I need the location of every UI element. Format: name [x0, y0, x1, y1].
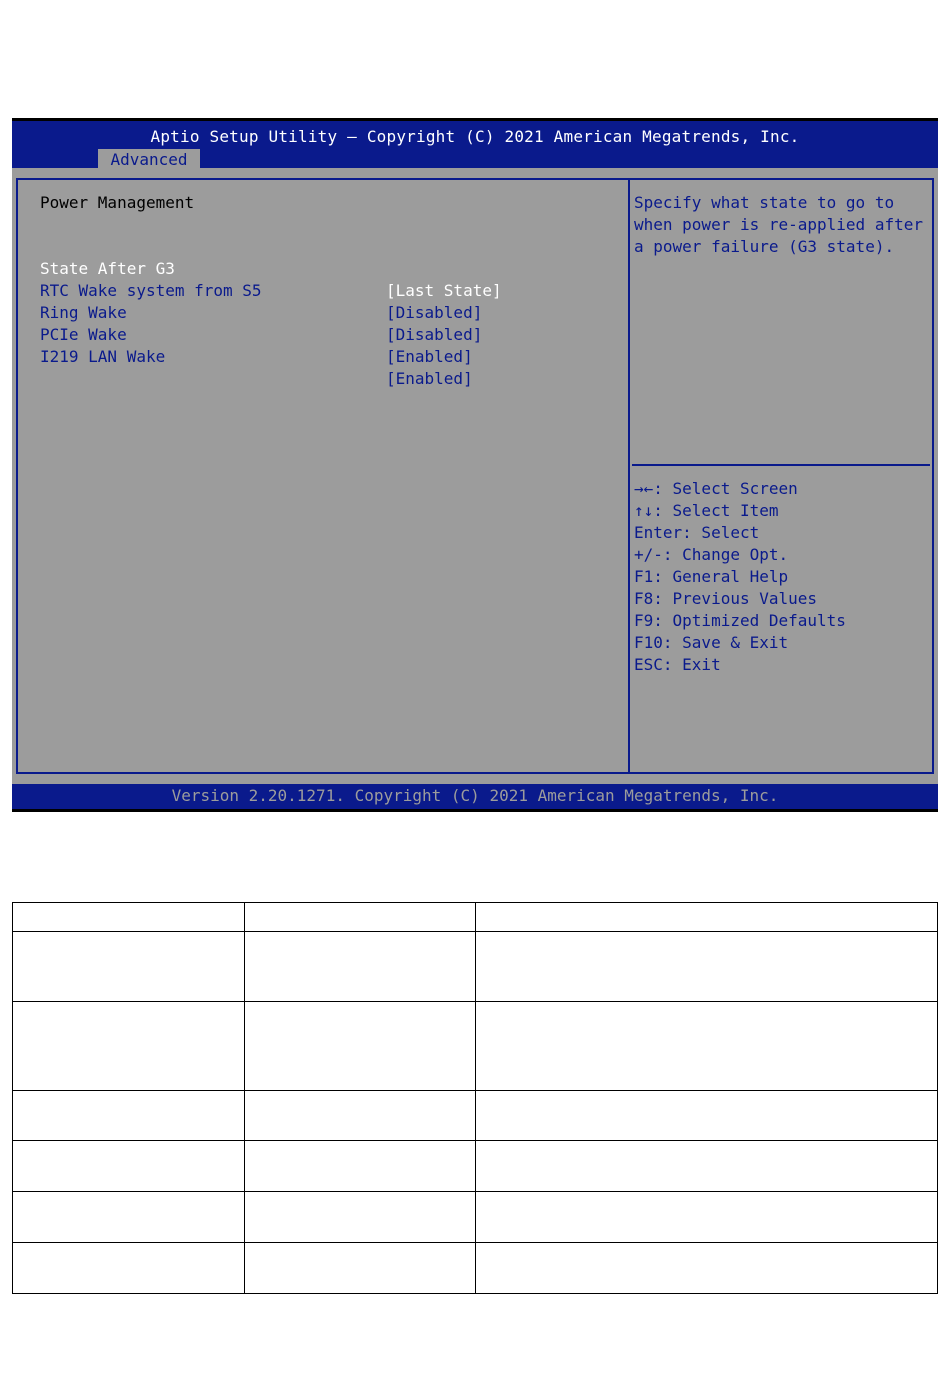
key-select-item: ↑↓: Select Item: [634, 501, 779, 520]
key-optimized-defaults: F9: Optimized Defaults: [634, 611, 846, 630]
documentation-table: [12, 902, 938, 1294]
table-cell: [476, 1192, 938, 1243]
table-row: [13, 1141, 938, 1192]
key-enter-select: Enter: Select: [634, 523, 760, 542]
settings-list: [40, 236, 620, 388]
pane-divider-vertical: [628, 180, 630, 772]
table-cell: [476, 932, 938, 1002]
key-general-help: F1: General Help: [634, 567, 789, 586]
pane-divider-horizontal: [632, 464, 930, 466]
key-select-screen: →←: Select Screen: [634, 479, 798, 498]
table-cell: [244, 932, 476, 1002]
bios-footer-bar: [12, 784, 938, 812]
table-cell: [13, 1141, 245, 1192]
table-row: [13, 1002, 938, 1091]
tab-advanced[interactable]: Advanced: [98, 149, 200, 171]
table-cell: [13, 1002, 245, 1091]
setting-value[interactable]: [Last State]: [386, 281, 502, 300]
table-cell: [244, 1141, 476, 1192]
version-text: Version 2.20.1271. Copyright (C) 2021 American Megatrends, Inc.: [171, 786, 779, 805]
table-row: [13, 903, 938, 932]
table-cell: [13, 903, 245, 932]
table-cell: [476, 903, 938, 932]
bios-title: Aptio Setup Utility – Copyright (C) 2021 American Megatrends, Inc.: [150, 127, 800, 146]
table-cell: [13, 1243, 245, 1294]
key-esc-exit: ESC: Exit: [634, 655, 721, 674]
table-cell: [244, 903, 476, 932]
setting-label: RTC Wake system from S5: [40, 281, 262, 300]
settings-pane: [40, 192, 620, 388]
table-cell: [244, 1002, 476, 1091]
key-previous-values: F8: Previous Values: [634, 589, 818, 608]
help-pane: [634, 192, 928, 258]
table-cell: [13, 1091, 245, 1141]
setting-value[interactable]: [Enabled]: [386, 369, 473, 388]
setting-value[interactable]: [Disabled]: [386, 325, 483, 344]
table-cell: [476, 1243, 938, 1294]
table-row: [13, 1192, 938, 1243]
setting-label: PCIe Wake: [40, 325, 127, 344]
table-cell: [13, 1192, 245, 1243]
setting-label: State After G3: [40, 259, 175, 278]
table-row: [13, 1091, 938, 1141]
setting-value[interactable]: [Disabled]: [386, 303, 483, 322]
bios-header-bar: [12, 118, 938, 168]
table-cell: [244, 1243, 476, 1294]
setting-value[interactable]: [Enabled]: [386, 347, 473, 366]
table-cell: [476, 1141, 938, 1192]
setting-label: Ring Wake: [40, 303, 127, 322]
setting-i219-lan-wake[interactable]: [40, 324, 620, 388]
table-cell: [13, 932, 245, 1002]
key-change-opt: +/-: Change Opt.: [634, 545, 789, 564]
key-legend: [634, 478, 928, 676]
table-row: [13, 932, 938, 1002]
table-cell: [244, 1192, 476, 1243]
table-row: [13, 1243, 938, 1294]
table-cell: [476, 1091, 938, 1141]
table-cell: [476, 1002, 938, 1091]
key-save-exit: F10: Save & Exit: [634, 633, 789, 652]
table-cell: [244, 1091, 476, 1141]
help-text-line: Specify what state to go to: [634, 193, 895, 212]
bios-main-panel: [16, 178, 934, 774]
bios-screen: [12, 118, 938, 812]
help-text-line: when power is re-applied after: [634, 215, 923, 234]
section-title: Power Management: [40, 193, 195, 212]
setting-label: I219 LAN Wake: [40, 347, 166, 366]
help-text-line: a power failure (G3 state).: [634, 237, 895, 256]
